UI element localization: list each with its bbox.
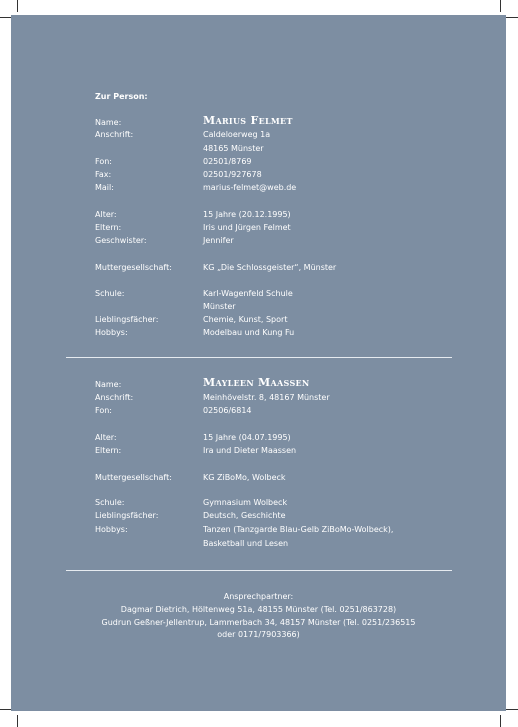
crop-mark	[17, 715, 18, 727]
value-hobbies-line2: Basketball und Lesen	[203, 539, 289, 548]
label-parents: Eltern:	[95, 446, 122, 455]
value-siblings: Jennifer	[203, 236, 234, 245]
label-fon: Fon:	[95, 157, 112, 166]
value-parents: Ira und Dieter Maassen	[203, 446, 297, 455]
contact-line: Gudrun Geßner-Jellentrup, Lammerbach 34, 48157 Münster (Tel. 0251/236515	[101, 618, 416, 627]
label-company: Muttergesellschaft:	[95, 263, 172, 272]
label-address: Anschrift:	[95, 393, 134, 402]
crop-mark	[17, 0, 18, 12]
value-company: KG ZiBoMo, Wolbeck	[203, 473, 286, 482]
label-name: Name:	[95, 380, 122, 389]
value-address: Meinhövelstr. 8, 48167 Münster	[203, 393, 330, 402]
value-age: 15 Jahre (04.07.1995)	[203, 433, 291, 442]
value-address-line1: Caldeloerweg 1a	[203, 130, 271, 139]
value-address-line2: 48165 Münster	[203, 144, 264, 153]
value-school-line1: Karl-Wagenfeld Schule	[203, 289, 293, 298]
section-title: Zur Person:	[95, 92, 148, 101]
label-fon: Fon:	[95, 406, 112, 415]
crop-mark	[506, 17, 518, 18]
value-fax: 02501/927678	[203, 170, 262, 179]
label-hobbies: Hobbys:	[95, 328, 128, 337]
value-school: Gymnasium Wolbeck	[203, 498, 288, 507]
divider	[66, 357, 452, 358]
contact-title: Ansprechpartner:	[223, 592, 294, 601]
label-company: Muttergesellschaft:	[95, 473, 172, 482]
value-hobbies: Modelbau und Kung Fu	[203, 328, 295, 337]
value-age: 15 Jahre (20.12.1995)	[203, 210, 291, 219]
value-parents: Iris und Jürgen Felmet	[203, 223, 291, 232]
label-age: Alter:	[95, 433, 117, 442]
value-subjects: Deutsch, Geschichte	[203, 511, 286, 520]
value-hobbies-line1: Tanzen (Tanzgarde Blau-Gelb ZiBoMo-Wolbeck),	[203, 525, 394, 534]
label-address: Anschrift:	[95, 130, 134, 139]
label-mail: Mail:	[95, 183, 114, 192]
person-name: Mayleen Maassen	[203, 376, 310, 389]
crop-mark	[500, 715, 501, 727]
contact-line: oder 0171/7903366)	[217, 630, 300, 639]
label-siblings: Geschwister:	[95, 236, 147, 245]
label-parents: Eltern:	[95, 223, 122, 232]
value-subjects: Chemie, Kunst, Sport	[203, 315, 288, 324]
value-school-line2: Münster	[203, 302, 236, 311]
contact-line: Dagmar Dietrich, Höltenweg 51a, 48155 Münster (Tel. 0251/863728)	[120, 605, 397, 614]
label-hobbies: Hobbys:	[95, 525, 128, 534]
label-school: Schule:	[95, 498, 125, 507]
person-name: Marius Felmet	[203, 114, 293, 127]
label-name: Name:	[95, 118, 122, 127]
crop-mark	[506, 709, 518, 710]
value-company: KG „Die Schlossgeister“, Münster	[203, 263, 337, 272]
label-subjects: Lieblingsfächer:	[95, 315, 159, 324]
divider	[66, 570, 452, 571]
label-age: Alter:	[95, 210, 117, 219]
value-mail: marius-felmet@web.de	[203, 183, 297, 192]
crop-mark	[500, 0, 501, 12]
label-subjects: Lieblingsfächer:	[95, 511, 159, 520]
value-fon: 02501/8769	[203, 157, 252, 166]
label-school: Schule:	[95, 289, 125, 298]
label-fax: Fax:	[95, 170, 112, 179]
value-fon: 02506/6814	[203, 406, 252, 415]
